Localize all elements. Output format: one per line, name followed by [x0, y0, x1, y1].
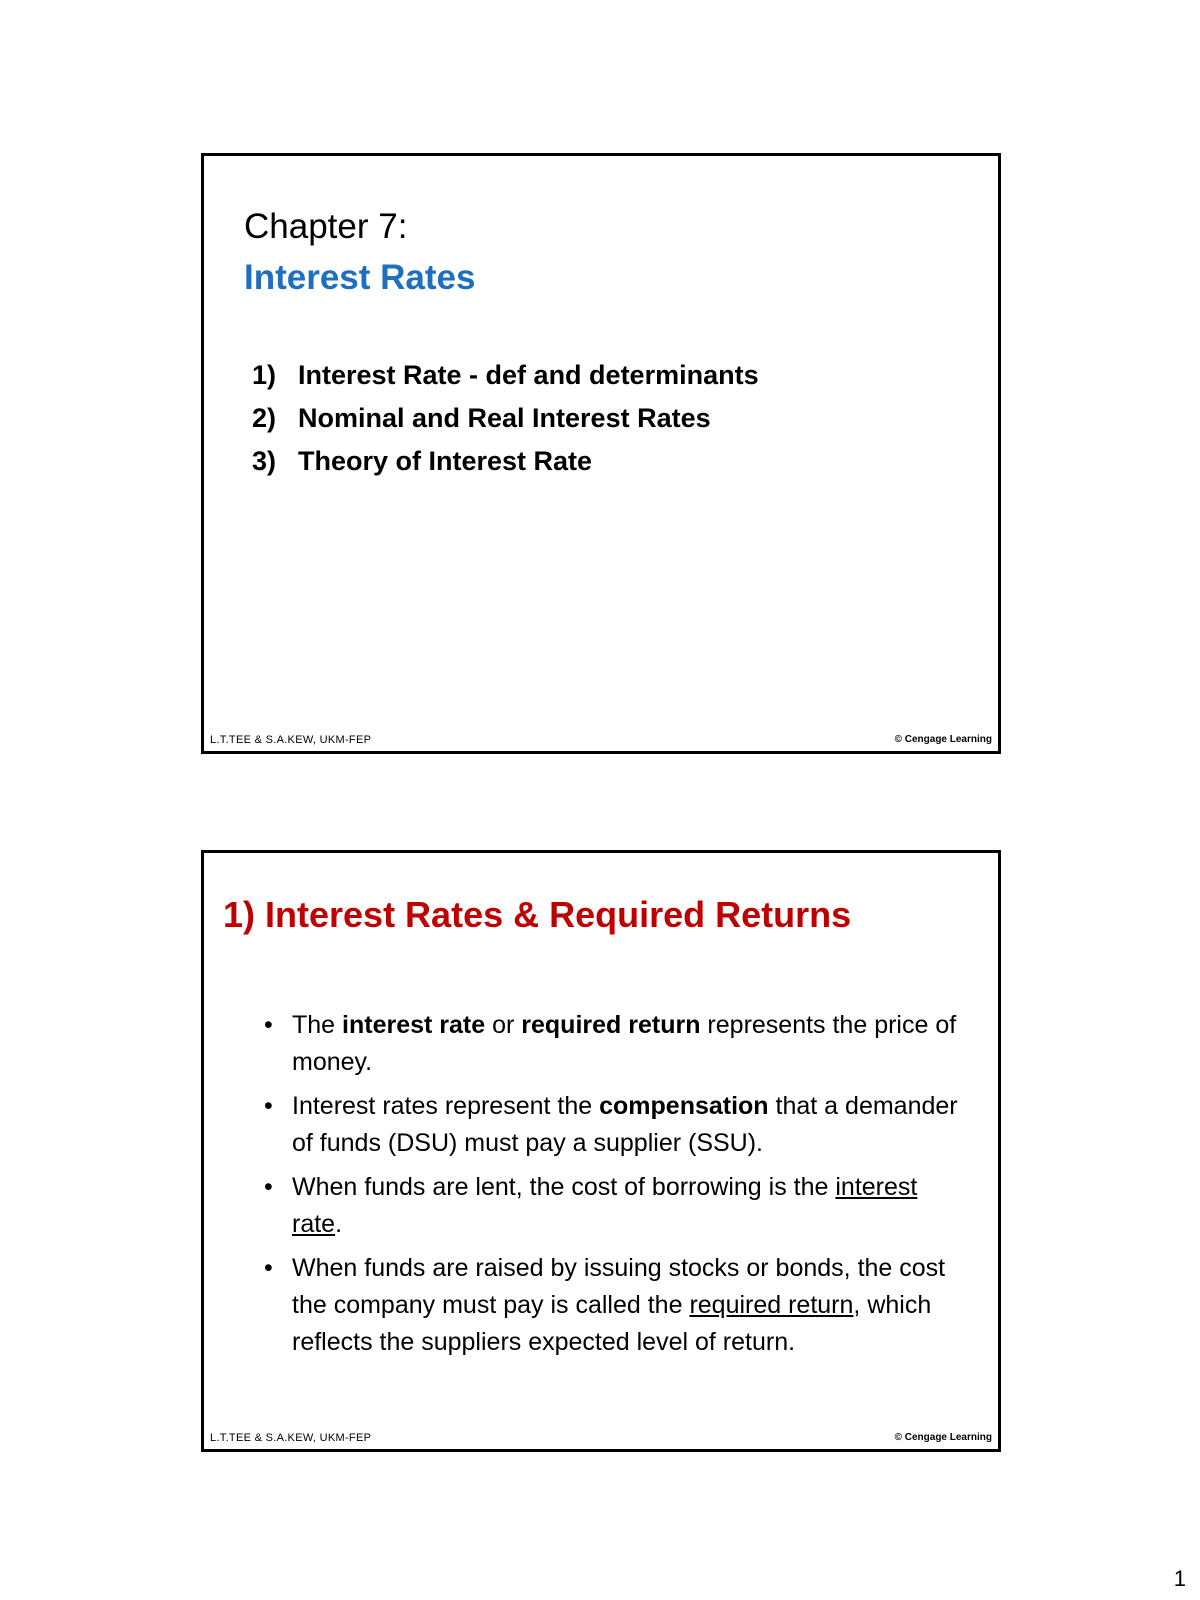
topic-text: Theory of Interest Rate: [298, 446, 593, 476]
bullet-text: that a demander of funds (DSU) must pay a supplier (SSU).: [292, 1092, 958, 1157]
slide-footer-copyright: © Cengage Learning: [894, 734, 992, 745]
bullet-item: [264, 1007, 964, 1081]
topic-item: [252, 354, 759, 397]
bullet-item: [264, 1169, 964, 1243]
bullet-text: When funds are raised by issuing stocks or bonds, the cost the company must pay is called the: [292, 1254, 946, 1319]
bullet-underlined-term: interest rate: [292, 1173, 918, 1238]
bullet-text: Interest rates represent the: [292, 1092, 600, 1120]
topic-number: 1): [252, 360, 277, 390]
bullet-icon: •: [264, 1173, 273, 1201]
bullet-text: When funds are lent, the cost of borrowing is the: [292, 1173, 836, 1201]
bullet-text: represents the price of money.: [292, 1011, 957, 1076]
bullet-bold-term: required return: [521, 1011, 701, 1039]
topic-text: Interest Rate - def and determinants: [298, 360, 759, 390]
topic-list: [252, 354, 759, 483]
bullet-list: [264, 1007, 964, 1368]
bullet-icon: •: [264, 1092, 273, 1120]
topic-number: 2): [252, 403, 277, 433]
bullet-item: [264, 1250, 964, 1361]
topic-number: 3): [252, 446, 277, 476]
slide-heading: 1) Interest Rates & Required Returns: [223, 894, 852, 935]
bullet-text: The: [292, 1011, 343, 1039]
topic-item: [252, 397, 759, 440]
bullet-icon: •: [264, 1254, 273, 1282]
chapter-subtitle: Interest Rates: [244, 258, 476, 297]
slide-chapter-title: [201, 153, 1001, 754]
topic-text: Nominal and Real Interest Rates: [298, 403, 711, 433]
slide-footer-authors: L.T.TEE & S.A.KEW, UKM-FEP: [210, 1432, 372, 1444]
slide-footer-copyright: © Cengage Learning: [894, 1432, 992, 1443]
topic-item: [252, 440, 759, 483]
bullet-bold-term: interest rate: [342, 1011, 486, 1039]
slide-footer-authors: L.T.TEE & S.A.KEW, UKM-FEP: [210, 734, 372, 746]
chapter-label: Chapter 7:: [244, 207, 408, 246]
bullet-text: .: [335, 1210, 343, 1238]
page-number: 1: [1173, 1566, 1186, 1591]
bullet-icon: •: [264, 1011, 273, 1039]
bullet-text: or: [485, 1011, 522, 1039]
bullet-item: [264, 1088, 964, 1162]
bullet-text: , which reflects the suppliers expected level of return.: [292, 1291, 932, 1356]
bullet-bold-term: compensation: [599, 1092, 769, 1120]
bullet-underlined-term: required return: [689, 1291, 854, 1319]
slide-interest-rates-returns: [201, 850, 1001, 1452]
